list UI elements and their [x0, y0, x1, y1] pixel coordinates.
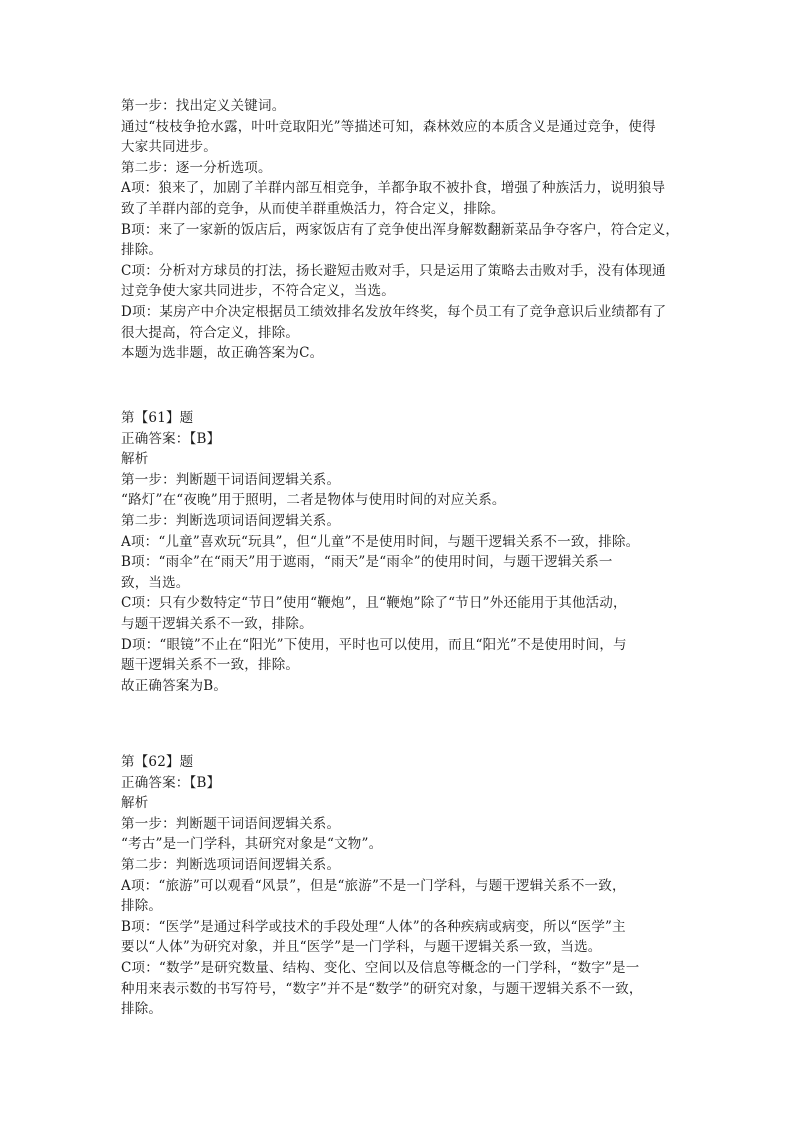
text-line: 题干逻辑关系不一致，排除。 — [121, 657, 300, 674]
text-line: 正确答案：【B】 — [121, 430, 221, 447]
question-61-block — [121, 408, 691, 696]
text-line: 要以“人体”为研究对象，并且“医学”是一门学科，与题干逻辑关系一致，当选。 — [121, 939, 602, 956]
text-line: 排除。 — [121, 242, 163, 259]
text-line: 第二步：判断选项词语间逻辑关系。 — [121, 856, 341, 873]
text-line: B项：“雨伞”在“雨天”用于遮雨，“雨天”是“雨伞”的使用时间，与题干逻辑关系一 — [121, 554, 613, 571]
text-line: 第【61】题 — [121, 410, 194, 426]
text-line: 正确答案：【B】 — [121, 774, 221, 791]
text-line: A项：狼来了，加剧了羊群内部互相竞争，羊都争取不被扑食，增强了种族活力，说明狼导 — [121, 180, 666, 197]
text-line: 第二步：判断选项词语间逻辑关系。 — [121, 512, 341, 529]
text-line: 很大提高，符合定义，排除。 — [121, 324, 300, 341]
text-line: C项：“数学”是研究数量、结构、变化、空间以及信息等概念的一门学科，“数字”是一 — [121, 959, 640, 976]
text-line: 过竞争使大家共同进步，不符合定义，当选。 — [121, 283, 395, 300]
question-62-block — [121, 752, 691, 1020]
text-line: “路灯”在“夜晚”用于照明，二者是物体与使用时间的对应关系。 — [121, 492, 506, 509]
text-line: 解析 — [121, 795, 149, 812]
text-line: 第一步：找出定义关键词。 — [121, 98, 286, 114]
text-line: C项：只有少数特定“节日”使用“鞭炮”，且“鞭炮”除了“节日”外还能用于其他活动， — [121, 595, 627, 612]
text-line: 第一步：判断题干词语间逻辑关系。 — [121, 471, 341, 488]
explanation-block-continued — [121, 96, 691, 364]
text-line: C项：分析对方球员的打法，扬长避短击败对手，只是运用了策略去击败对手，没有体现通 — [121, 262, 666, 279]
text-line: 排除。 — [121, 898, 163, 915]
text-line: 大家共同进步。 — [121, 139, 217, 156]
text-line: 种用来表示数的书写符号，“数字”并不是“数学”的研究对象，与题干逻辑关系不一致， — [121, 980, 643, 997]
text-line: 致，当选。 — [121, 574, 190, 591]
text-line: “考古”是一门学科，其研究对象是“文物”。 — [121, 836, 383, 853]
text-line: D项：某房产中介决定根据员工绩效排名发放年终奖，每个员工有了竞争意识后业绩都有了 — [121, 303, 667, 320]
text-line: 与题干逻辑关系不一致，排除。 — [121, 615, 313, 632]
text-line: A项：“旅游”可以观看“风景”，但是“旅游”不是一门学科，与题干逻辑关系不一致， — [121, 877, 626, 894]
text-line: 致了羊群内部的竞争，从而使羊群重焕活力，符合定义，排除。 — [121, 200, 505, 217]
text-line: 通过“枝枝争抢水露，叶叶竞取阳光”等描述可知，森林效应的本质含义是通过竞争，使得 — [121, 118, 656, 135]
text-line: 解析 — [121, 451, 149, 468]
text-line: 排除。 — [121, 1001, 163, 1018]
text-line: A项：“儿童”喜欢玩“玩具”，但“儿童”不是使用时间，与题干逻辑关系不一致，排除。 — [121, 533, 640, 550]
text-line: 第一步：判断题干词语间逻辑关系。 — [121, 815, 341, 832]
text-line: 本题为选非题，故正确答案为C。 — [121, 345, 324, 362]
text-line: B项：来了一家新的饭店后，两家饭店有了竞争使出浑身解数翻新菜品争夺客户，符合定义， — [121, 221, 680, 238]
text-line: 第二步：逐一分析选项。 — [121, 159, 272, 176]
text-line: B项：“医学”是通过科学或技术的手段处理“人体”的各种疾病或病变，所以“医学”主 — [121, 918, 626, 935]
text-line: D项：“眼镜”不止在“阳光”下使用，平时也可以使用，而且“阳光”不是使用时间，与 — [121, 636, 627, 653]
text-line: 第【62】题 — [121, 754, 194, 770]
text-line: 故正确答案为B。 — [121, 677, 228, 694]
